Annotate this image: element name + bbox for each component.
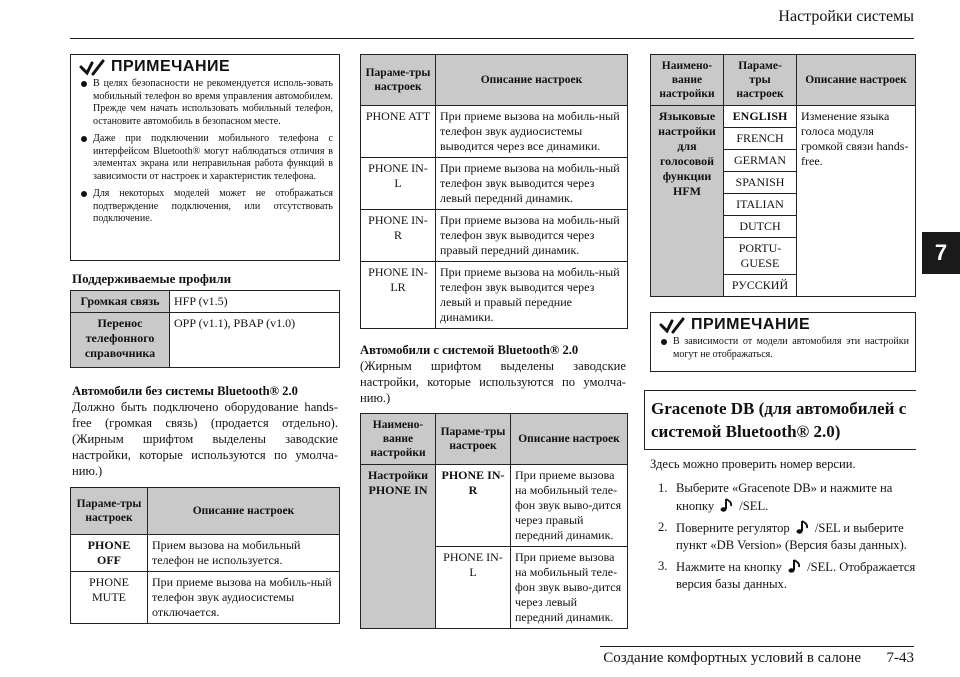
desc-cell: Изменение языка голоса модуля громкой связи hands-free.: [797, 106, 916, 297]
phone-in-table: [360, 413, 628, 629]
note-item: В целях безопасности не рекомендуется исполь-зовать мобильный телефон во время управления автомобилем. Прежде чем начать использовать мобильный телефон, остановите автомобиль в безопасном месте.: [93, 78, 333, 127]
column-header: Параме-тры настроек: [724, 55, 797, 106]
table-cell: HFP (v1.5): [170, 291, 340, 313]
table-row: [71, 291, 340, 313]
param-cell: ITALIAN: [724, 194, 797, 216]
chapter-tab: 7: [922, 232, 960, 274]
table-row: [361, 465, 628, 547]
param-cell: PORTU-GUESE: [724, 238, 797, 275]
with-bt-heading: Автомобили с системой Bluetooth® 2.0: [360, 343, 579, 357]
music-note-button-icon: [793, 519, 815, 535]
table-header-row: [361, 414, 628, 465]
desc-cell: При приеме вызова на мобиль-ный телефон звук выводится через левый передний динамик.: [436, 158, 628, 210]
table-row: [361, 158, 628, 210]
profiles-table: [70, 290, 340, 368]
param-cell: РУССКИЙ: [724, 275, 797, 297]
pencil-check-icon: [79, 58, 105, 76]
music-note-button-icon: [785, 558, 807, 574]
param-cell: GERMAN: [724, 150, 797, 172]
param-cell: DUTCH: [724, 216, 797, 238]
note-heading: ПРИМЕЧАНИЕ: [71, 55, 339, 78]
settings-table-mid: [360, 54, 628, 329]
step-item: 3. Нажмите на кнопку /SEL. Отображается версия базы данных.: [658, 559, 916, 591]
desc-cell: При приеме вызова на мобильный теле-фон звук выво-дится через левый передний динамик.: [511, 547, 628, 629]
step-item: 2. Поверните регулятор /SEL и выберите пункт «DB Version» (Версия базы данных).: [658, 520, 907, 552]
param-cell: FRENCH: [724, 128, 797, 150]
table-cell: Громкая связь: [71, 291, 170, 313]
table-header-row: [361, 55, 628, 106]
param-cell: SPANISH: [724, 172, 797, 194]
desc-cell: Прием вызова на мобильный телефон не используется.: [148, 535, 340, 572]
note-box-model: [650, 312, 916, 372]
table-row: [361, 106, 628, 158]
music-note-button-icon: [717, 497, 739, 513]
column-header: Наимено-вание настройки: [361, 414, 436, 465]
note-item: Даже при подключении мобильного телефона с интерфейсом Bluetooth® могут наблюдаться отличия в элементах экрана или неправильная работа функций в зависимости от настроек и характеристик телефона.: [93, 133, 333, 182]
table-row: [71, 535, 340, 572]
no-bt-section: [72, 383, 338, 479]
param-cell: PHONE IN-R: [436, 465, 511, 547]
column-header: Описание настроек: [797, 55, 916, 106]
no-bt-heading: Автомобили без системы Bluetooth® 2.0: [72, 384, 298, 398]
desc-cell: При приеме вызова на мобиль-ный телефон звук аудиосистемы выводится через все динамики.: [436, 106, 628, 158]
desc-cell: При приеме вызова на мобильный теле-фон звук выво-дится через правый передний динамик.: [511, 465, 628, 547]
desc-cell: При приеме вызова на мобиль-ный телефон звук выводится через правый передний динамик.: [436, 210, 628, 262]
column-header: Наимено-вание настройки: [651, 55, 724, 106]
note-box-safety: [70, 54, 340, 261]
param-cell: PHONE OFF: [71, 535, 148, 572]
pencil-check-icon: [659, 316, 685, 334]
column-header: Описание настроек: [511, 414, 628, 465]
desc-cell: При приеме вызова на мобиль-ный телефон звук аудиосистемы отключается.: [148, 572, 340, 624]
note-item: Для некоторых моделей может не отображаться подтверждение подключения, или отсутствовать подключение.: [93, 188, 333, 224]
no-bt-text: Должно быть подключено оборудование hands-free (громкая связь) (продается отдельно). (Жирным шрифтом выделены заводские настройки, которые используются по умолча-нию.): [72, 400, 338, 478]
note-item: В зависимости от модели автомобиля эти настройки могут не отображаться.: [673, 336, 909, 360]
param-cell: PHONE MUTE: [71, 572, 148, 624]
with-bt-section: [360, 342, 626, 406]
column-header: Параме-тры настроек: [436, 414, 511, 465]
param-cell: PHONE ATT: [361, 106, 436, 158]
table-row: [361, 210, 628, 262]
param-cell: PHONE IN-LR: [361, 262, 436, 329]
table-header-row: [651, 55, 916, 106]
param-cell: PHONE IN-L: [361, 158, 436, 210]
table-row: [651, 106, 916, 128]
settings-table-left: [70, 487, 340, 624]
gracenote-steps: [658, 480, 916, 597]
column-header: Параме-тры настроек: [361, 55, 436, 106]
page-header-title: Настройки системы: [778, 8, 914, 25]
column-header: Описание настроек: [436, 55, 628, 106]
footer-page-number: 7-43: [886, 650, 914, 666]
param-cell: ENGLISH: [724, 106, 797, 128]
param-cell: PHONE IN-L: [436, 547, 511, 629]
table-header-row: [71, 488, 340, 535]
table-row: [71, 572, 340, 624]
param-cell: PHONE IN-R: [361, 210, 436, 262]
language-table: [650, 54, 916, 297]
desc-cell: При приеме вызова на мобиль-ный телефон звук выводится через левый и правый передние динамики.: [436, 262, 628, 329]
step-item: 1. Выберите «Gracenote DB» и нажмите на кнопку /SEL.: [658, 481, 893, 513]
setting-name-cell: Настройки PHONE IN: [361, 465, 436, 629]
table-cell: OPP (v1.1), PBAP (v1.0): [170, 313, 340, 368]
table-cell: Перенос телефонного справочника: [71, 313, 170, 368]
note-heading: ПРИМЕЧАНИЕ: [651, 313, 915, 336]
profiles-heading: Поддерживаемые профили: [72, 271, 232, 286]
table-row: [71, 313, 340, 368]
with-bt-text: (Жирным шрифтом выделены заводские настройки, которые используются по умолча-нию.): [360, 359, 626, 405]
gracenote-intro: Здесь можно проверить номер версии.: [650, 457, 856, 471]
setting-name-cell: Языковые настройки для голосовой функции HFM: [651, 106, 724, 297]
gracenote-heading: Gracenote DB (для автомобилей с системой Bluetooth® 2.0): [644, 390, 916, 450]
footer-rule: [600, 646, 914, 647]
page-footer: [603, 650, 914, 667]
table-row: [361, 262, 628, 329]
header-rule: [70, 38, 914, 39]
footer-section: Создание комфортных условий в салоне: [603, 650, 861, 666]
column-header: Описание настроек: [148, 488, 340, 535]
column-header: Параме-тры настроек: [71, 488, 148, 535]
